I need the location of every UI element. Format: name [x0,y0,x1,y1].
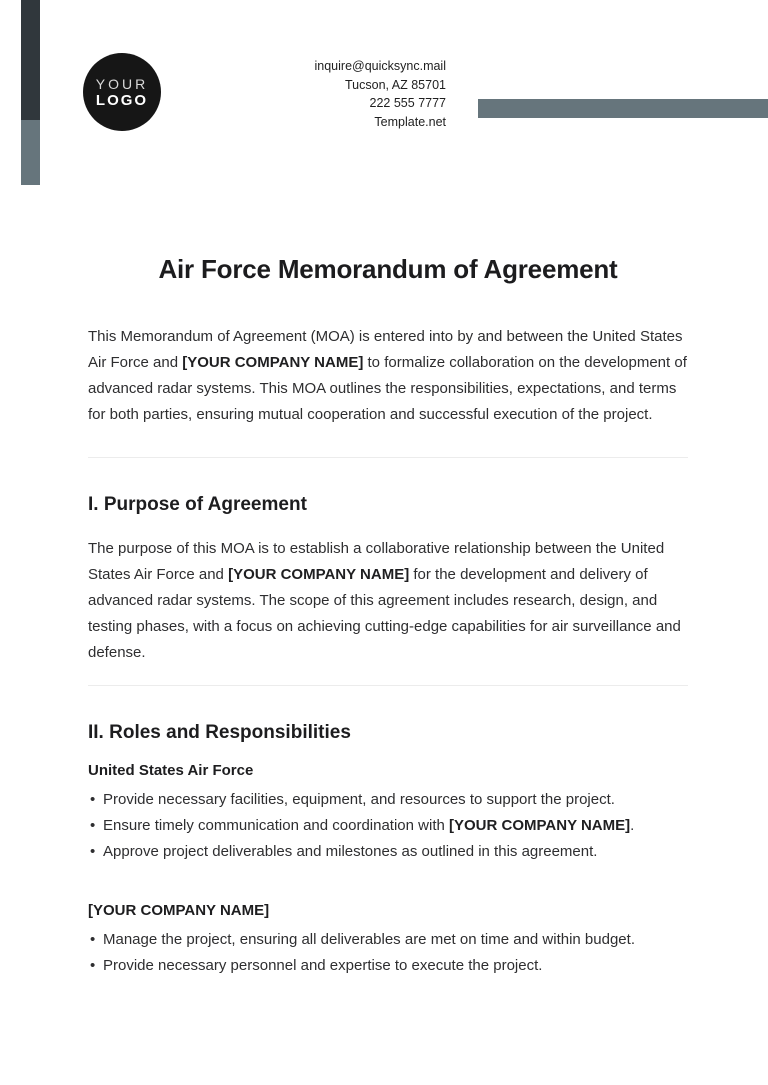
section-heading-roles: II. Roles and Responsibilities [88,722,351,743]
document-content [88,254,688,979]
bullet-text-after: . [630,817,635,834]
bullet-marker: • [90,791,96,808]
subsection-heading-air-force: United States Air Force [88,762,254,779]
left-accent-bar-dark [21,0,40,120]
contact-block [146,57,446,131]
purpose-text-before: The purpose of this MOA is to establish a collaborative relationship between the United States Air Force and [88,540,665,583]
bullet-marker: • [90,817,96,834]
list-item [88,927,688,953]
logo-text-your: YOUR [95,75,149,92]
bullet-text: Ensure timely communication and coordination with [103,817,450,834]
intro-text-after: to formalize collaboration on the development of advanced radar systems. This MOA outlines the responsibilities, expectations, and terms for both parties, ensuring mutual cooperation and successful execution of the project. [88,354,687,423]
bullet-bold-text: [YOUR COMPANY NAME] [449,817,631,834]
intro-text-before: This Memorandum of Agreement (MOA) is entered into by and between the United States Air Force and [88,328,683,371]
list-item [88,839,688,865]
list-item [88,953,688,979]
bullet-text: Manage the project, ensuring all deliverables are met on time and within budget. [103,931,635,948]
bullet-marker: • [90,931,96,948]
contact-address: Tucson, AZ 85701 [345,77,446,92]
intro-company-placeholder: [YOUR COMPANY NAME] [182,354,364,371]
purpose-company-placeholder: [YOUR COMPANY NAME] [228,566,410,583]
bullet-marker: • [90,843,96,860]
subsection-heading-company: [YOUR COMPANY NAME] [88,902,270,919]
section-heading-purpose: I. Purpose of Agreement [88,494,307,515]
section-divider [88,685,688,686]
left-accent-bar-light [21,120,40,185]
bullet-marker: • [90,957,96,974]
air-force-bullet-list [88,787,688,865]
company-bullet-list [88,927,688,979]
bullet-text: Approve project deliverables and milestones as outlined in this agreement. [103,843,598,860]
bullet-text: Provide necessary personnel and expertise to execute the project. [103,957,543,974]
contact-email: inquire@quicksync.mail [314,59,446,73]
list-item [88,813,688,839]
contact-phone: 222 555 7777 [369,96,446,110]
list-item [88,787,688,813]
purpose-text-after: for the development and delivery of advanced radar systems. The scope of this agreement includes research, design, and testing phases, with a focus on achieving cutting-edge capabilities for air surveillance and defense. [88,566,681,661]
document-title: Air Force Memorandum of Agreement [158,254,618,284]
bullet-text: Provide necessary facilities, equipment, and resources to support the project. [103,791,615,808]
contact-website: Template.net [374,114,446,129]
intro-paragraph [88,324,688,428]
section-divider [88,457,688,458]
logo-text-logo: LOGO [95,91,149,109]
right-accent-bar [478,99,768,118]
purpose-paragraph [88,536,688,666]
